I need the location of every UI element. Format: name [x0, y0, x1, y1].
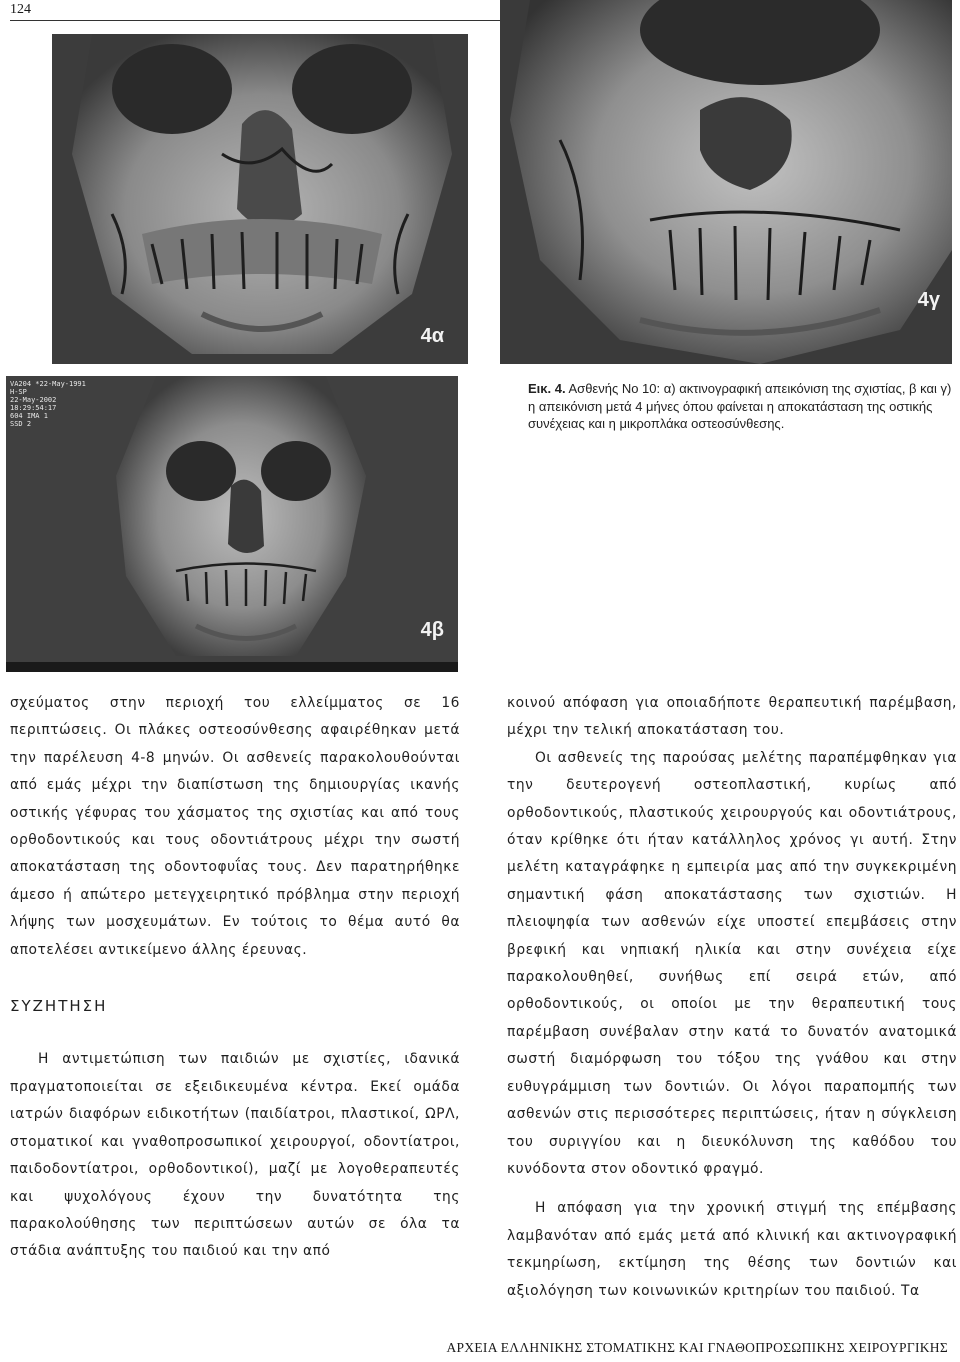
page-number: 124 [10, 2, 31, 17]
body-paragraph: κοινού απόφαση για οποιαδήποτε θεραπευτική παρέμβαση, μέχρι την τελική αποκατάσταση του. [507, 695, 957, 739]
right-text-column [507, 690, 957, 1305]
left-text-column [10, 690, 460, 1266]
skull-frontal-render [52, 34, 468, 364]
figure-4g-ct-image [500, 0, 952, 364]
section-heading: ΣΥΖΗΤΗΣΗ [10, 997, 108, 1016]
body-paragraph: Η απόφαση για την χρονική στιγμή της επέμβασης λαμβανόταν από εμάς μετά από κλινική και ακτινογραφική τεκμηρίωση, εκτίμηση της θέσης των δοντιών και αξιολόγηση των κοινωνικών κριτηρίων του παιδιού. Τα [507, 1200, 957, 1299]
figure-4a-ct-image [52, 34, 468, 364]
scanner-metadata: VA204 *22-May-1991 H-SP 22-May-2002 18:29:54:17 604 IMA 1 SSD 2 [10, 380, 86, 428]
figure-caption [528, 380, 953, 433]
caption-figure-number: Εικ. 4. [528, 381, 566, 396]
caption-text: Ασθενής Νο 10: α) ακτινογραφική απεικόνιση της σχιστίας, β και γ) η απεικόνιση μετά 4 μήνες όπου φαίνεται η αποκατάσταση της οστικής συνέχειας και η μικροπλάκα οστεοσύνθεσης. [528, 381, 952, 431]
figure-4b-ct-image [6, 376, 458, 672]
figure-label: 4β [420, 619, 444, 641]
figure-label: 4α [420, 325, 444, 347]
skull-oblique-render [500, 0, 952, 364]
body-paragraph: σχεύματος στην περιοχή του ελλείμματος σε 16 περιπτώσεις. Οι πλάκες οστεοσύνθεσης αφαιρέθηκαν μετά την παρέλευση 4-8 μηνών. Οι ασθενείς παρακολουθούνται από εμάς μέχρι την διαπίστωση της δημιουργίας ικανής οστικής γέφυρας του χάσματος της σχιστίας και από τους ορθοδοντικούς και τους οδοντιάτρους μέχρι την σωστή αποκατάσταση της οδοντοφυΐας τους. Δεν παρατηρήθηκε άμεσο ή απώτερο μετεγχειρητικό πρόβλημα στην περιοχή λήψης των μοσχευμάτων. Εν τούτοις το θέμα αυτό θα αποτελέσει αντικείμενο άλλης έρευνας. [10, 695, 460, 958]
figure-label: 4γ [917, 289, 940, 311]
body-paragraph: Η αντιμετώπιση των παιδιών με σχιστίες, ιδανικά πραγματοποιείται σε εξειδικευμένα κέντρα. Εκεί ομάδα ιατρών διαφόρων ειδικοτήτων (παιδίατροι, πλαστικοί, ΩΡΛ, στοματικοί και γναθοπροσωπικοί χειρουργοί, οδοντίατροι, παιδοδοντίατροι, ορθοδοντικοί), μαζί με λογοθεραπευτές και ψυχολόγους έχουν την δυνατότητα της παρακολούθησης των περιπτώσεων αυτών σε όλα τα στάδια ανάπτυξης του παιδιού και την από [10, 1051, 460, 1260]
body-paragraph: Οι ασθενείς της παρούσας μελέτης παραπέμφθηκαν για την δευτερογενή οστεοπλαστική, κυρίως από ορθοδοντικούς, πλαστικούς χειρουργούς και οδοντιάτρους, όταν κρίθηκε ότι ήταν κατάλληλος χρόνος γι αυτή. Στην μελέτη καταγράφηκε η εμπειρία μας από την συγκεκριμένη σημαντική φάση αποκατάστασης των σχιστιών. Η πλειοψηφία των ασθενών είχε υποστεί επεμβάσεις στην βρεφική και νηπιακή ηλικία και στην συνέχεια είχε παρακολουθηθεί, συνήθως επί σειρά ετών, από ορθοδοντικούς, οι οποίοι με την θεραπευτική τους παρέμβαση συνέβαλαν στην κατά το δυνατόν ανατομικά σωστή διαμόρφωση του τόξου της γνάθου και στην ευθυγράμμιση των δοντιών. Οι λόγοι παραπομπής των ασθενών στις περισσότερες περιπτώσεις, ήταν η σύγκλειση του συριγγίου και η διευκόλυνση της καθόδου του κυνόδοντα στον οδοντικό φραγμό. [507, 749, 957, 1177]
journal-footer: ΑΡΧΕΙΑ ΕΛΛΗΝΙΚΗΣ ΣΤΟΜΑΤΙΚΗΣ ΚΑΙ ΓΝΑΘΟΠΡΟΣΩΠΙΚΗΣ ΧΕΙΡΟΥΡΓΙΚΗΣ [446, 1340, 948, 1355]
